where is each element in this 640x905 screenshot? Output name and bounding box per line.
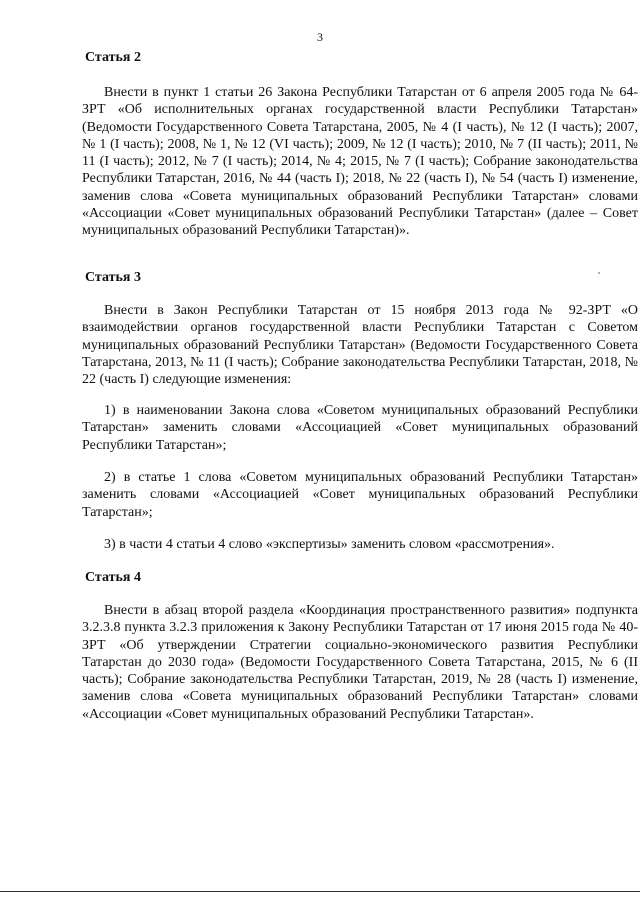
page-bottom-edge bbox=[0, 891, 640, 892]
page-number: 3 bbox=[317, 30, 323, 44]
article-4-paragraph-1: Внести в абзац второй раздела «Координация пространственного развития» подпункта 3.2.3.8 пункта 3.2.3 приложения к Закону Республики Татарстан от 17 июня 2015 года № 40-ЗРТ «Об утверждении Стратегии социально-экономического развития Республики Татарстан до 2030 года» (Ведомости Государственного Совета Татарстана, 2015, № 6 (II часть); Собрание законодательства Республики Татарстан, 2019, № 28 (часть I) изменение, заменив слова «Совета муниципальных образований Республики Татарстан» словами «Ассоциации «Совет муниципальных образований Республики Татарстан». bbox=[82, 603, 638, 722]
article-3-item-2: 2) в статье 1 слова «Советом муниципальных образований Республики Татарстан» заменить словами «Ассоциацией «Совет муниципальных образований Республики Татарстан»; bbox=[82, 470, 638, 520]
article-3-heading: Статья 3 bbox=[85, 270, 141, 285]
article-3-item-1: 1) в наименовании Закона слова «Советом муниципальных образований Республики Татарстан» заменить словами «Ассоциацией «Совет муниципальных образований Республики Татарстан»; bbox=[82, 403, 638, 453]
scan-speck bbox=[598, 272, 600, 274]
article-3-item-3: 3) в части 4 статьи 4 слово «экспертизы» заменить словом «рассмотрения». bbox=[104, 537, 555, 552]
article-4-heading: Статья 4 bbox=[85, 570, 141, 585]
article-2-paragraph-1: Внести в пункт 1 статьи 26 Закона Республики Татарстан от 6 апреля 2005 года № 64-ЗРТ «Об исполнительных органах государственной власти Республики Татарстан» (Ведомости Государственного Совета Татарстана, 2005, № 4 (I часть), № 12 (I часть); 2007, № 1 (I часть); 2008, № 1, № 12 (VI часть); 2009, № 12 (I часть); 2010, № 7 (II часть); 2011, № 11 (I часть); 2012, № 7 (I часть); 2014, № 4; 2015, № 7 (I часть); Собрание законодательства Республики Татарстан, 2016, № 44 (часть I); 2018, № 22 (часть I), № 54 (часть I) изменение, заменив слова «Совета муниципальных образований Республики Татарстан» словами «Ассоциации «Совет муниципальных образований Республики Татарстан» (далее – Совет муниципальных образований Республики Татарстан)». bbox=[82, 85, 638, 239]
article-2-heading: Статья 2 bbox=[85, 50, 141, 65]
article-3-paragraph-1: Внести в Закон Республики Татарстан от 15 ноября 2013 года № 92-ЗРТ «О взаимодействии органов государственной власти Республики Татарстан с Советом муниципальных образований Республики Татарстан» (Ведомости Государственного Совета Татарстана, 2013, № 11 (I часть); Собрание законодательства Республики Татарстан, 2018, № 22 (часть I) следующие изменения: bbox=[82, 303, 638, 388]
